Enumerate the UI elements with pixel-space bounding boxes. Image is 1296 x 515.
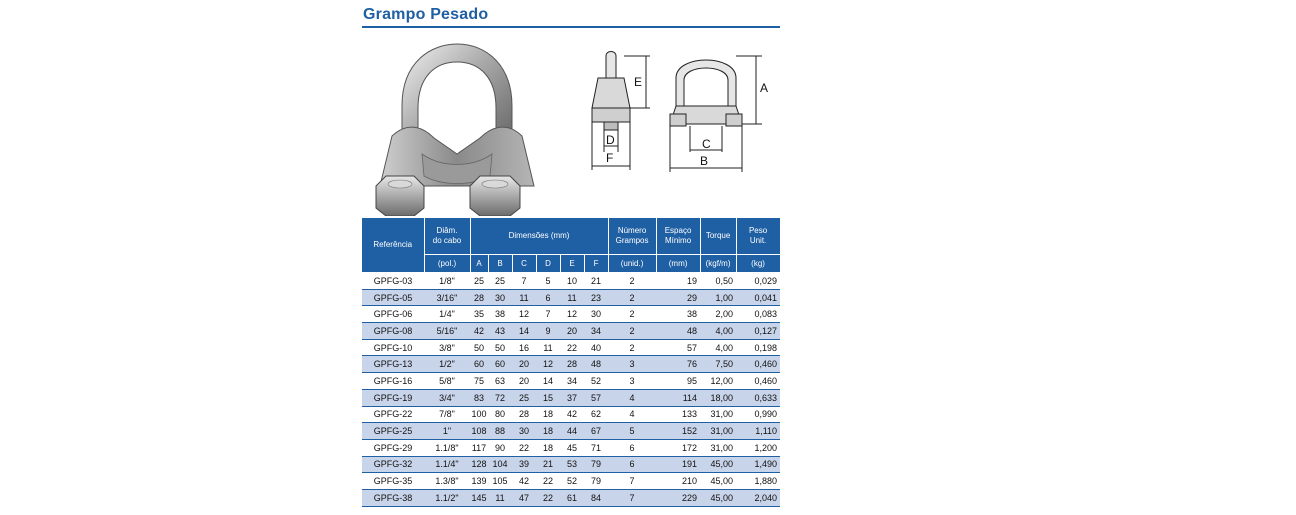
cell-dim-b: 90 (488, 439, 512, 456)
cell-referencia: GPFG-06 (362, 306, 424, 323)
cell-dim-b: 60 (488, 356, 512, 373)
cell-torque: 31,00 (700, 439, 736, 456)
cell-dim-f: 57 (584, 389, 608, 406)
header-espaco-line1: Espaço (664, 226, 692, 235)
cell-dim-c: 42 (512, 473, 536, 490)
cell-dim-b: 104 (488, 456, 512, 473)
cell-dim-e: 44 (560, 423, 584, 440)
table-row (362, 306, 780, 323)
header-dim-d: D (536, 255, 560, 273)
cell-espaco: 95 (656, 373, 700, 390)
cell-dim-c: 30 (512, 423, 536, 440)
cell-referencia: GPFG-03 (362, 273, 424, 290)
cell-diametro: 1.1/8" (424, 439, 470, 456)
cell-dim-e: 53 (560, 456, 584, 473)
cell-torque: 45,00 (700, 456, 736, 473)
cell-diametro: 3/16" (424, 289, 470, 306)
unit-numero: (unid.) (608, 255, 656, 273)
cell-referencia: GPFG-25 (362, 423, 424, 440)
cell-torque: 31,00 (700, 406, 736, 423)
side-view-drawing (584, 48, 664, 178)
table-row (362, 389, 780, 406)
cell-dim-e: 34 (560, 373, 584, 390)
cell-dim-a: 28 (470, 289, 488, 306)
cell-dim-a: 145 (470, 489, 488, 506)
header-dim-a: A (470, 255, 488, 273)
cell-numero: 4 (608, 406, 656, 423)
cell-dim-f: 48 (584, 356, 608, 373)
cell-dim-f: 40 (584, 339, 608, 356)
cell-dim-b: 105 (488, 473, 512, 490)
table-body (362, 273, 780, 507)
cell-dim-d: 21 (536, 456, 560, 473)
cell-dim-e: 37 (560, 389, 584, 406)
cell-peso: 2,040 (736, 489, 780, 506)
cell-peso: 0,460 (736, 356, 780, 373)
cell-dim-b: 43 (488, 323, 512, 340)
cell-dim-b: 38 (488, 306, 512, 323)
cell-torque: 4,00 (700, 339, 736, 356)
header-peso-line1: Peso (748, 226, 768, 235)
cell-dim-b: 72 (488, 389, 512, 406)
cell-dim-a: 108 (470, 423, 488, 440)
cell-dim-c: 14 (512, 323, 536, 340)
cell-dim-b: 50 (488, 339, 512, 356)
table-row (362, 289, 780, 306)
cell-torque: 31,00 (700, 423, 736, 440)
cell-referencia: GPFG-35 (362, 473, 424, 490)
table-row (362, 323, 780, 340)
label-b: B (700, 154, 709, 168)
cell-diametro: 5/8" (424, 373, 470, 390)
cell-dim-f: 23 (584, 289, 608, 306)
cell-dim-f: 79 (584, 456, 608, 473)
cell-numero: 2 (608, 306, 656, 323)
cell-torque: 1,00 (700, 289, 736, 306)
cell-espaco: 191 (656, 456, 700, 473)
cell-dim-c: 47 (512, 489, 536, 506)
cell-dim-d: 22 (536, 489, 560, 506)
cell-dim-a: 60 (470, 356, 488, 373)
cell-espaco: 152 (656, 423, 700, 440)
cell-dim-d: 22 (536, 473, 560, 490)
cell-peso: 0,127 (736, 323, 780, 340)
cell-numero: 3 (608, 356, 656, 373)
cell-dim-a: 117 (470, 439, 488, 456)
cell-torque: 0,50 (700, 273, 736, 290)
cell-peso: 1,200 (736, 439, 780, 456)
cell-dim-e: 11 (560, 289, 584, 306)
cell-dim-d: 9 (536, 323, 560, 340)
cell-referencia: GPFG-32 (362, 456, 424, 473)
cell-dim-c: 20 (512, 373, 536, 390)
cell-dim-c: 20 (512, 356, 536, 373)
cell-numero: 7 (608, 489, 656, 506)
cell-dim-d: 15 (536, 389, 560, 406)
cell-referencia: GPFG-08 (362, 323, 424, 340)
cell-dim-e: 12 (560, 306, 584, 323)
cell-numero: 3 (608, 373, 656, 390)
figures-area (362, 28, 780, 218)
header-diametro-line2: do cabo (432, 236, 462, 245)
cell-dim-f: 52 (584, 373, 608, 390)
cell-dim-e: 42 (560, 406, 584, 423)
cell-dim-e: 28 (560, 356, 584, 373)
cell-dim-e: 45 (560, 439, 584, 456)
label-e: E (634, 75, 643, 89)
cell-referencia: GPFG-29 (362, 439, 424, 456)
cell-numero: 5 (608, 423, 656, 440)
cell-dim-f: 21 (584, 273, 608, 290)
cell-peso: 1,110 (736, 423, 780, 440)
cell-referencia: GPFG-16 (362, 373, 424, 390)
cell-numero: 2 (608, 289, 656, 306)
cell-dim-d: 18 (536, 439, 560, 456)
cell-diametro: 3/8" (424, 339, 470, 356)
cell-dim-e: 61 (560, 489, 584, 506)
header-torque: Torque (700, 218, 736, 255)
cell-espaco: 29 (656, 289, 700, 306)
cell-torque: 4,00 (700, 323, 736, 340)
cell-dim-b: 80 (488, 406, 512, 423)
cell-torque: 7,50 (700, 356, 736, 373)
table-row (362, 489, 780, 506)
cell-dim-f: 30 (584, 306, 608, 323)
table-row (362, 439, 780, 456)
cell-dim-d: 5 (536, 273, 560, 290)
cell-dim-b: 25 (488, 273, 512, 290)
cell-dim-c: 25 (512, 389, 536, 406)
cell-numero: 6 (608, 456, 656, 473)
cell-dim-a: 25 (470, 273, 488, 290)
cell-dim-e: 20 (560, 323, 584, 340)
cell-peso: 0,633 (736, 389, 780, 406)
product-sheet (362, 4, 780, 507)
cell-referencia: GPFG-19 (362, 389, 424, 406)
cell-dim-a: 35 (470, 306, 488, 323)
cell-dim-b: 30 (488, 289, 512, 306)
header-numero (608, 218, 656, 255)
header-peso (736, 218, 780, 255)
cell-dim-f: 67 (584, 423, 608, 440)
cell-dim-f: 62 (584, 406, 608, 423)
cell-espaco: 48 (656, 323, 700, 340)
table-row (362, 406, 780, 423)
cell-torque: 45,00 (700, 489, 736, 506)
cell-diametro: 1.1/2" (424, 489, 470, 506)
unit-diametro: (pol.) (424, 255, 470, 273)
cell-peso: 0,990 (736, 406, 780, 423)
cell-dim-c: 39 (512, 456, 536, 473)
cell-dim-c: 16 (512, 339, 536, 356)
cell-peso: 0,041 (736, 289, 780, 306)
table-row (362, 273, 780, 290)
cell-espaco: 19 (656, 273, 700, 290)
cell-espaco: 229 (656, 489, 700, 506)
cell-dim-a: 50 (470, 339, 488, 356)
cell-dim-f: 34 (584, 323, 608, 340)
header-dim-b: B (488, 255, 512, 273)
cell-dim-b: 88 (488, 423, 512, 440)
unit-torque: (kgf/m) (700, 255, 736, 273)
table-row (362, 356, 780, 373)
table-row (362, 339, 780, 356)
cell-dim-c: 12 (512, 306, 536, 323)
table-row (362, 423, 780, 440)
cell-espaco: 114 (656, 389, 700, 406)
header-numero-line1: Número (617, 226, 647, 235)
label-f: F (606, 151, 614, 165)
cell-peso: 1,880 (736, 473, 780, 490)
label-c: C (702, 137, 711, 151)
header-referencia: Referência (362, 218, 424, 273)
cell-diametro: 5/16" (424, 323, 470, 340)
cell-numero: 2 (608, 339, 656, 356)
header-dim-f: F (584, 255, 608, 273)
cell-dim-d: 11 (536, 339, 560, 356)
cell-diametro: 1.3/8" (424, 473, 470, 490)
cell-referencia: GPFG-22 (362, 406, 424, 423)
cell-dim-a: 75 (470, 373, 488, 390)
header-diametro-line1: Diâm. (436, 226, 458, 235)
cell-dim-f: 71 (584, 439, 608, 456)
cell-dim-e: 10 (560, 273, 584, 290)
cell-numero: 2 (608, 323, 656, 340)
header-diametro (424, 218, 470, 255)
cell-diametro: 7/8" (424, 406, 470, 423)
cell-numero: 6 (608, 439, 656, 456)
page-title: Grampo Pesado (363, 6, 489, 23)
front-view-drawing (666, 48, 776, 178)
header-dimensoes: Dimensões (mm) (470, 218, 608, 255)
cell-dim-d: 7 (536, 306, 560, 323)
cell-dim-f: 79 (584, 473, 608, 490)
cell-espaco: 210 (656, 473, 700, 490)
cell-dim-c: 11 (512, 289, 536, 306)
cell-dim-e: 52 (560, 473, 584, 490)
header-dim-e: E (560, 255, 584, 273)
cell-torque: 18,00 (700, 389, 736, 406)
specifications-table (362, 218, 781, 507)
cell-dim-d: 12 (536, 356, 560, 373)
cell-espaco: 172 (656, 439, 700, 456)
header-espaco (656, 218, 700, 255)
cell-dim-f: 84 (584, 489, 608, 506)
cell-dim-b: 11 (488, 489, 512, 506)
cell-espaco: 76 (656, 356, 700, 373)
cell-peso: 0,198 (736, 339, 780, 356)
unit-peso: (kg) (736, 255, 780, 273)
cell-referencia: GPFG-38 (362, 489, 424, 506)
cell-dim-c: 28 (512, 406, 536, 423)
cell-numero: 2 (608, 273, 656, 290)
cell-dim-d: 14 (536, 373, 560, 390)
cell-diametro: 3/4" (424, 389, 470, 406)
header-peso-line2: Unit. (749, 236, 767, 245)
cell-torque: 2,00 (700, 306, 736, 323)
cell-dim-a: 139 (470, 473, 488, 490)
cell-dim-c: 7 (512, 273, 536, 290)
cell-peso: 1,490 (736, 456, 780, 473)
label-a: A (760, 81, 769, 95)
cell-diametro: 1.1/4" (424, 456, 470, 473)
table-row (362, 473, 780, 490)
cell-dim-e: 22 (560, 339, 584, 356)
cell-referencia: GPFG-13 (362, 356, 424, 373)
cell-espaco: 38 (656, 306, 700, 323)
cell-peso: 0,083 (736, 306, 780, 323)
label-d: D (606, 133, 615, 147)
cell-dim-b: 63 (488, 373, 512, 390)
table-row (362, 373, 780, 390)
cell-peso: 0,460 (736, 373, 780, 390)
cell-dim-a: 42 (470, 323, 488, 340)
cell-dim-a: 128 (470, 456, 488, 473)
cell-torque: 12,00 (700, 373, 736, 390)
unit-espaco: (mm) (656, 255, 700, 273)
cell-referencia: GPFG-10 (362, 339, 424, 356)
cell-numero: 7 (608, 473, 656, 490)
cell-peso: 0,029 (736, 273, 780, 290)
cell-diametro: 1/8" (424, 273, 470, 290)
header-dim-c: C (512, 255, 536, 273)
cell-dim-d: 18 (536, 406, 560, 423)
cell-diametro: 1" (424, 423, 470, 440)
table-row (362, 456, 780, 473)
cell-dim-d: 18 (536, 423, 560, 440)
cell-numero: 4 (608, 389, 656, 406)
cell-dim-a: 100 (470, 406, 488, 423)
cell-dim-d: 6 (536, 289, 560, 306)
cell-torque: 45,00 (700, 473, 736, 490)
cell-diametro: 1/4" (424, 306, 470, 323)
cell-espaco: 57 (656, 339, 700, 356)
cell-dim-a: 83 (470, 389, 488, 406)
cell-referencia: GPFG-05 (362, 289, 424, 306)
header-espaco-line2: Mínimo (664, 236, 692, 245)
cell-espaco: 133 (656, 406, 700, 423)
cell-diametro: 1/2" (424, 356, 470, 373)
wire-rope-clip-photo (362, 36, 552, 216)
cell-dim-c: 22 (512, 439, 536, 456)
header-numero-line2: Grampos (615, 236, 649, 245)
